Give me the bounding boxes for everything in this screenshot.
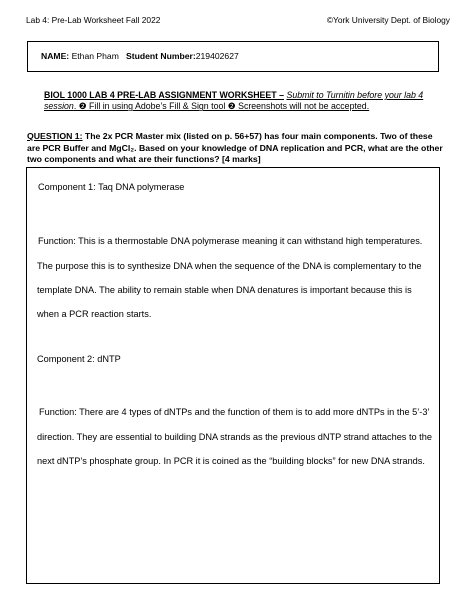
header-right: ©York University Dept. of Biology bbox=[326, 15, 450, 25]
component-2-line: Component 2: dNTP bbox=[37, 354, 121, 364]
name-label: NAME: bbox=[41, 51, 70, 61]
assignment-title bbox=[44, 90, 444, 112]
header-left: Lab 4: Pre-Lab Worksheet Fall 2022 bbox=[26, 15, 161, 25]
student-number-value[interactable]: 219402627 bbox=[195, 51, 239, 61]
function-2-line-1: Function: There are 4 types of dNTPs and the function of them is to add more dNTPs in the 5’-3’ bbox=[39, 407, 430, 417]
function-1-line-3: template DNA. The ability to remain stable when DNA denatures is important because this is bbox=[37, 285, 412, 295]
name-value[interactable]: Ethan Pham bbox=[71, 51, 119, 61]
function-1-line-4: when a PCR reaction starts. bbox=[37, 309, 152, 319]
question-1 bbox=[27, 131, 445, 166]
answer-box[interactable] bbox=[26, 167, 440, 584]
question-label: QUESTION 1: bbox=[27, 131, 83, 141]
student-info-box bbox=[27, 41, 439, 72]
course-title: BIOL 1000 LAB 4 PRE-LAB ASSIGNMENT WORKSHEET – bbox=[44, 90, 284, 100]
function-1-line-2: The purpose this is to synthesize DNA when the sequence of the DNA is complementary to the bbox=[37, 261, 422, 271]
function-2-line-3: next dNTP’s phosphate group. In PCR it is coined as the “building blocks” for new DNA strands. bbox=[37, 456, 425, 466]
component-1-line: Component 1: Taq DNA polymerase bbox=[38, 182, 185, 192]
fill-instruction: . ❷ Fill in using Adobe’s Fill & Sign tool ❷ Screenshots will not be accepted. bbox=[73, 101, 370, 112]
function-2-line-2: direction. They are essential to building DNA strands as the previous dNTP strand attaches to the bbox=[37, 432, 432, 442]
function-1-line-1: Function: This is a thermostable DNA polymerase meaning it can withstand high temperatures. bbox=[38, 236, 423, 246]
submit-instruction: Submit to Turnitin before your lab 4 session bbox=[44, 90, 424, 112]
page-header bbox=[26, 15, 450, 25]
question-text: The 2x PCR Master mix (listed on p. 56+57) has four main components. Two of these are PCR Buffer and MgCl₂. Based on your knowledge of DNA replication and PCR, what are the other two components and what are their functions? [4 marks] bbox=[27, 131, 443, 165]
student-number-label: Student Number: bbox=[126, 51, 196, 61]
